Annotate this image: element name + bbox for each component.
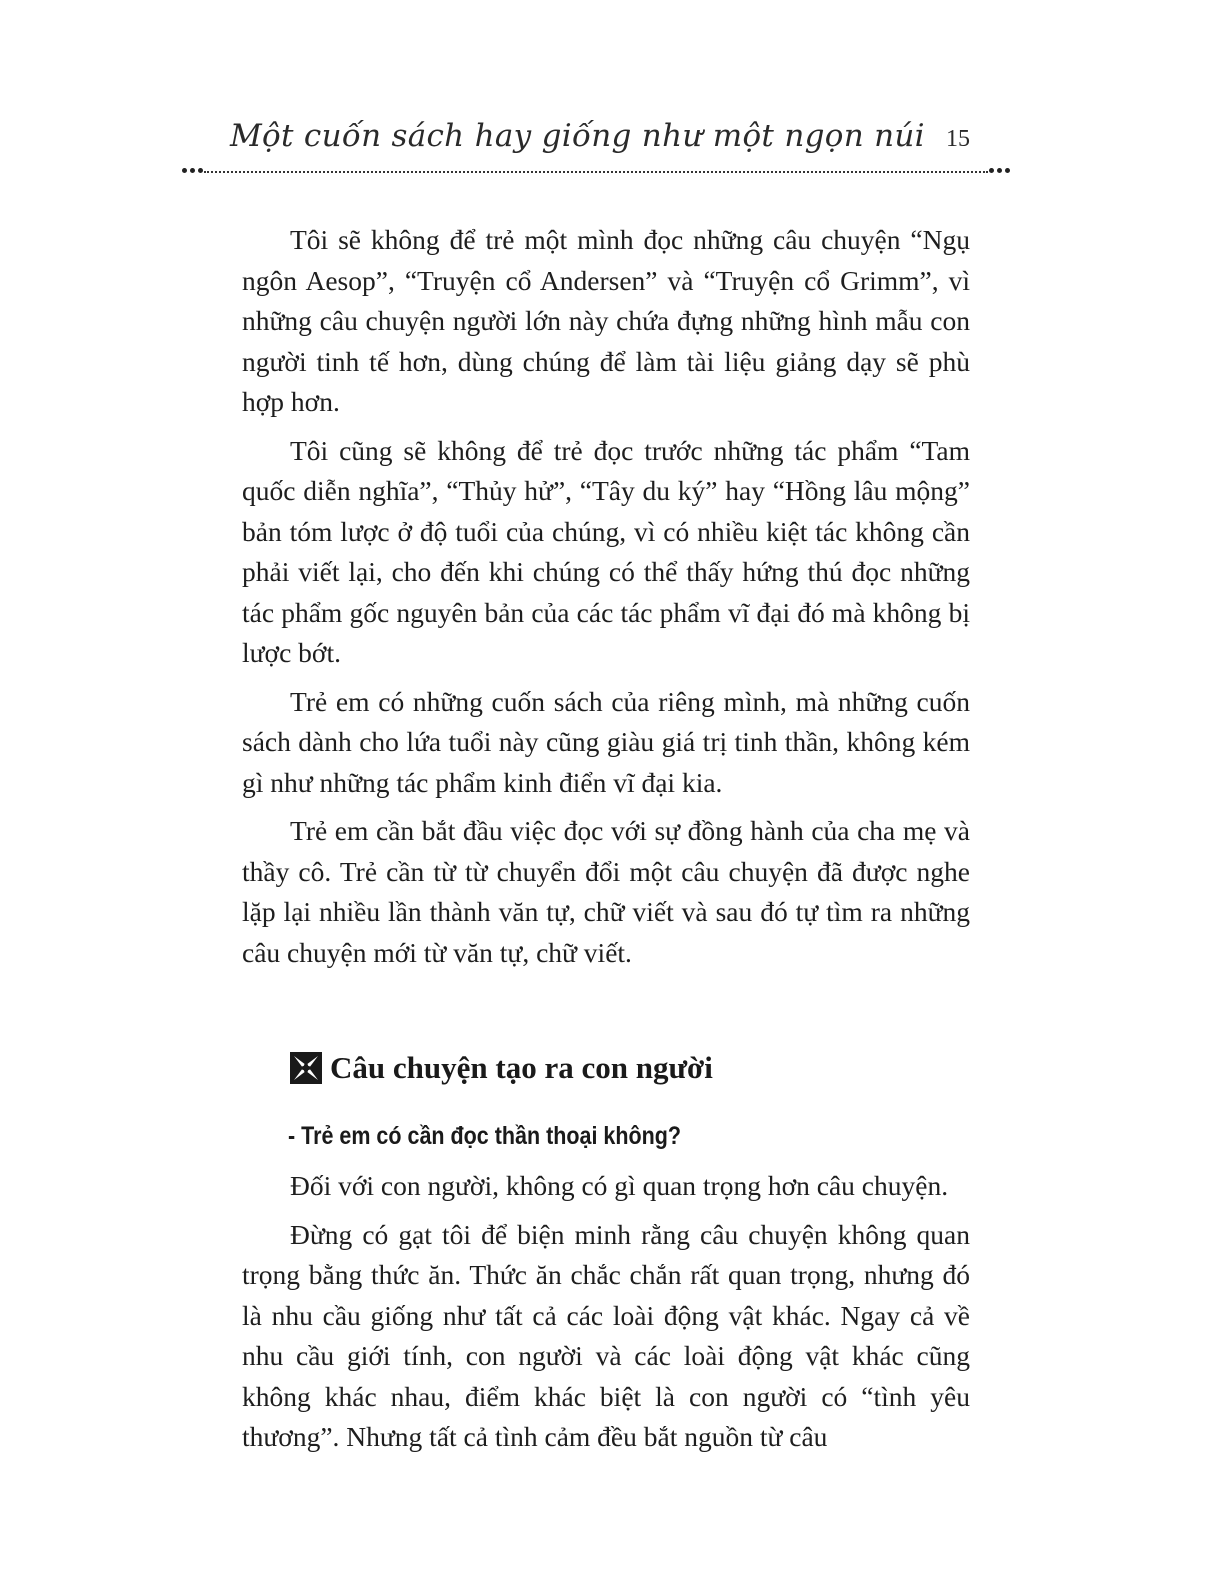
- paragraph: Đừng có gạt tôi để biện minh rằng câu chuyện không quan trọng bằng thức ăn. Thức ăn chắc chắn rất quan trọng, nhưng đó là nhu cầu giống như tất cả các loài động vật khác. Ngay cả về nhu cầu giới tính, con người và các loài động vật khác cũng không khác nhau, điểm khác biệt là con người có “tình yêu thương”. Nhưng tất cả tình cảm đều bắt nguồn từ câu: [242, 1218, 970, 1452]
- paragraph: Tôi sẽ không để trẻ một mình đọc những câu chuyện “Ngụ ngôn Aesop”, “Truyện cổ Andersen” và “Truyện cổ Grimm”, vì những câu chuyện người lớn này chứa đựng những hình mẫu con người tinh tế hơn, dùng chúng để làm tài liệu giảng dạy sẽ phù hợp hơn.: [242, 224, 970, 417]
- rule-end-dots-right: [989, 168, 1010, 173]
- paragraph: Tôi cũng sẽ không để trẻ đọc trước những tác phẩm “Tam quốc diễn nghĩa”, “Thủy hử”, “Tây du ký” hay “Hồng lâu mộng” bản tóm lược ở độ tuổi của chúng, vì có nhiều kiệt tác không cần phải viết lại, cho đến khi chúng có thể thấy hứng thú đọc những tác phẩm gốc nguyên bản của các tác phẩm vĩ đại đó mà không bị lược bớt.: [242, 434, 970, 668]
- header-dotted-rule: [182, 168, 1010, 176]
- rule-end-dots-left: [182, 168, 203, 173]
- section-heading-text: Câu chuyện tạo ra con người: [330, 1050, 713, 1085]
- diamond-ornament-icon: [290, 1052, 322, 1084]
- running-header-title: Một cuốn sách hay giống như một ngọn núi: [230, 118, 925, 154]
- paragraph: Đối với con người, không có gì quan trọng hơn câu chuyện.: [290, 1170, 949, 1201]
- page-number: 15: [946, 126, 970, 152]
- section-subheading: - Trẻ em có cần đọc thần thoại không?: [288, 1122, 682, 1150]
- body-text-top: [242, 220, 970, 981]
- paragraph: Trẻ em có những cuốn sách của riêng mình, mà những cuốn sách dành cho lứa tuổi này cũng giàu giá trị tinh thần, không kém gì như những tác phẩm kinh điển vĩ đại kia.: [242, 685, 970, 798]
- rule-dotted-line: [204, 171, 988, 173]
- body-text-section: [242, 1166, 970, 1466]
- section-heading: [290, 1050, 713, 1086]
- paragraph: Trẻ em cần bắt đầu việc đọc với sự đồng hành của cha mẹ và thầy cô. Trẻ cần từ từ chuyển đổi một câu chuyện đã được nghe lặp lại nhiều lần thành văn tự, chữ viết và sau đó tự tìm ra những câu chuyện mới từ văn tự, chữ viết.: [242, 815, 970, 968]
